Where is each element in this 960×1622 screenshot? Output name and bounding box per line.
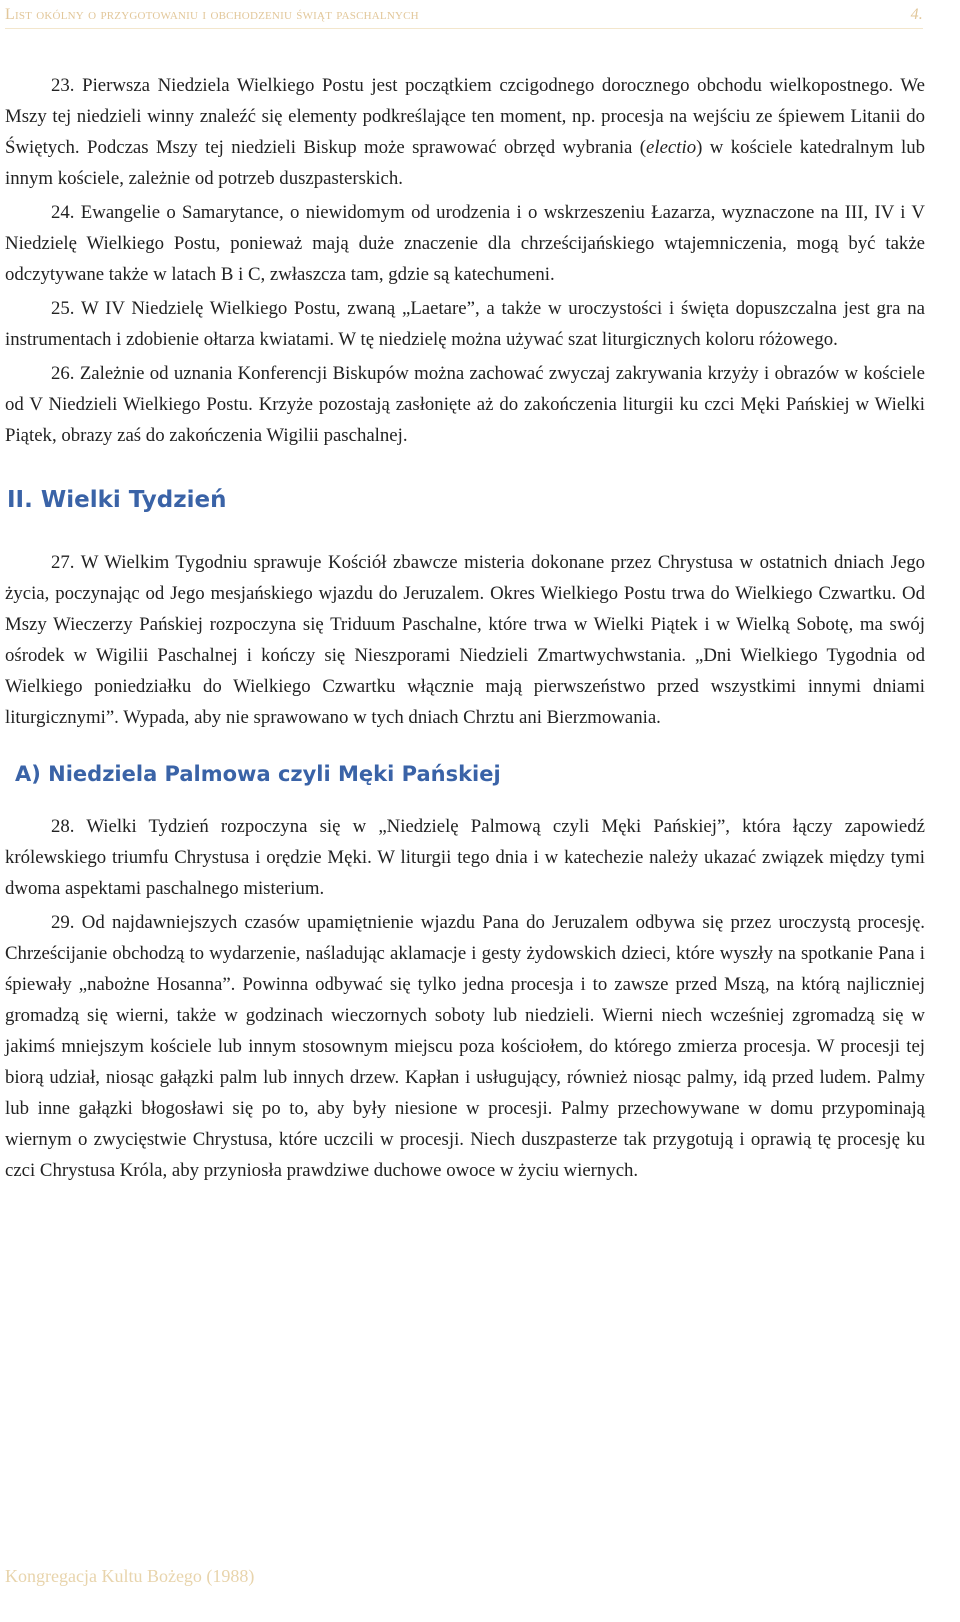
- paragraph-23: [5, 70, 925, 194]
- paragraph-number: 29.: [51, 912, 75, 933]
- paragraph-number: 23.: [51, 75, 75, 96]
- document-body: [5, 70, 925, 1189]
- italic-term: electio: [646, 137, 697, 158]
- paragraph-26: [5, 358, 925, 451]
- page-number: 4.: [910, 6, 923, 23]
- paragraph-text: Od najdawniejszych czasów upamiętnienie wjazdu Pana do Jeruzalem odbywa się przez uroczystą procesję. Chrześcijanie obchodzą to wydarzenie, naśladując aklamacje i gesty żydowskich dzieci, które wyszły na spotkanie Pana i śpiewały „nabożne Hosanna”. Powinna odbywać się tylko jedna procesja i to zawsze przed Mszą, na którą najliczniej gromadzą się wierni, także w godzinach wieczornych soboty lub niedzieli. Wierni niech wcześniej zgromadzą się w jakimś mniejszym kościele lub innym stosownym miejscu poza kościołem, do którego zmierza procesja. W procesji tej biorą udział, niosąc gałązki palm lub innych drzew. Kapłan i usługujący, również niosąc palmy, idą przed ludem. Palmy lub inne gałązki błogosławi się po to, aby były niesione w procesji. Palmy przechowywane w domu przypominają wiernym o zwycięstwie Chrystusa, które uczcili w procesji. Niech duszpasterze tak przygotują i oprawią tę procesję ku czci Chrystusa Króla, aby przyniosła prawdziwe duchowe owoce w życiu wiernych.: [5, 912, 926, 1181]
- paragraph-number: 26.: [51, 363, 75, 384]
- paragraph-text: Zależnie od uznania Konferencji Biskupów można zachować zwyczaj zakrywania krzyży i obrazów w kościele od V Niedzieli Wielkiego Postu. Krzyże pozostają zasłonięte aż do zakończenia liturgii ku czci Męki Pańskiej w Wielki Piątek, obrazy zaś do zakończenia Wigilii paschalnej.: [5, 363, 925, 446]
- paragraph-number: 28.: [51, 816, 75, 837]
- paragraph-number: 27.: [51, 552, 75, 573]
- running-footer: Kongregacja Kultu Bożego (1988): [5, 1566, 255, 1586]
- paragraph-text-after: ) w kościele katedralnym lub innym kościele, zależnie od potrzeb duszpasterskich.: [5, 137, 925, 189]
- section-heading: II. Wielki Tydzień: [7, 487, 227, 513]
- paragraph-28: [5, 811, 925, 904]
- paragraph-number: 24.: [51, 202, 75, 223]
- paragraph-text: Pierwsza Niedziela Wielkiego Postu jest początkiem czcigodnego dorocznego obchodu wielkopostnego. We Mszy tej niedzieli winny znaleźć się elementy podkreślające ten moment, np. procesja na wejściu ze śpiewem Litanii do Świętych. Podczas Mszy tej niedzieli Biskup może sprawować obrzęd wybrania (: [5, 75, 925, 158]
- paragraph-text: W IV Niedzielę Wielkiego Postu, zwaną „Laetare”, a także w uroczystości i święta dopuszczalna jest gra na instrumentach i zdobienie ołtarza kwiatami. W tę niedzielę można używać szat liturgicznych koloru różowego.: [5, 298, 926, 350]
- paragraph-text: Wielki Tydzień rozpoczyna się w „Niedzielę Palmową czyli Męki Pańskiej”, która łączy zapowiedź królewskiego triumfu Chrystusa i orędzie Męki. W liturgii tego dnia i w katechezie należy ukazać związek między tymi dwoma aspektami paschalnego misterium.: [5, 816, 925, 899]
- running-header: [5, 6, 923, 29]
- paragraph-24: [5, 197, 925, 290]
- paragraph-27: [5, 547, 925, 733]
- paragraph-text: W Wielkim Tygodniu sprawuje Kościół zbawcze misteria dokonane przez Chrystusa w ostatnich dniach Jego życia, poczynając od Jego mesjańskiego wjazdu do Jeruzalem. Okres Wielkiego Postu trwa do Wielkiego Czwartku. Od Mszy Wieczerzy Pańskiej rozpoczyna się Triduum Paschalne, które trwa w Wielki Piątek i w Wielką Sobotę, ma swój ośrodek w Wigilii Paschalnej i kończy się Nieszporami Niedzieli Zmartwychwstania. „Dni Wielkiego Tygodnia od Wielkiego poniedziałku do Wielkiego Czwartku włącznie mają pierwszeństwo przed wszystkimi innymi dniami liturgicznymi”. Wypada, aby nie sprawowano w tych dniach Chrztu ani Bierzmowania.: [5, 552, 925, 728]
- subsection-heading: A) Niedziela Palmowa czyli Męki Pańskiej: [15, 762, 501, 786]
- paragraph-25: [5, 293, 925, 355]
- paragraph-29: [5, 907, 925, 1186]
- header-title: List okólny o przygotowaniu i obchodzeniu świąt paschalnych: [5, 6, 419, 23]
- paragraph-text: Ewangelie o Samarytance, o niewidomym od urodzenia i o wskrzeszeniu Łazarza, wyznaczone na III, IV i V Niedzielę Wielkiego Postu, ponieważ mają duże znaczenie dla chrześcijańskiego wtajemniczenia, mogą być także odczytywane także w latach B i C, zwłaszcza tam, gdzie są katechumeni.: [5, 202, 925, 285]
- paragraph-number: 25.: [51, 298, 75, 319]
